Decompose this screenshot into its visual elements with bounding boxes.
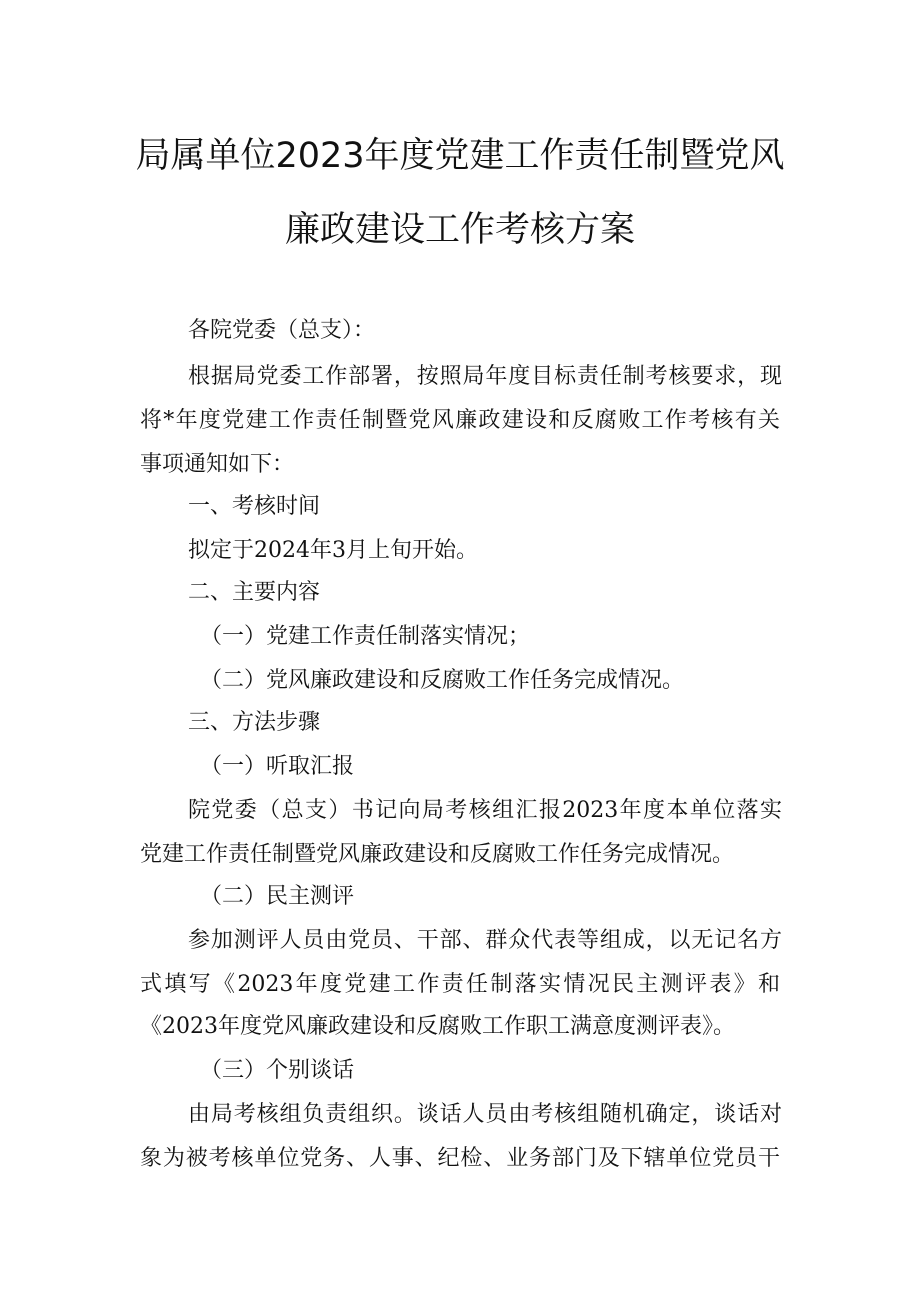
document-title-line-1: 局属单位2023年度党建工作责任制暨党风	[135, 136, 785, 176]
intro-line-3: 事项通知如下：	[140, 452, 295, 477]
step-2-heading: （二）民主测评	[200, 884, 355, 909]
document-title-line-2: 廉政建设工作考核方案	[284, 210, 635, 250]
step-2-body-line-3: 《2023年度党风廉政建设和反腐败工作职工满意度测评表》。	[140, 1014, 735, 1039]
salutation: 各院党委（总支）：	[188, 318, 376, 343]
step-1-body-line-1: 院党委（总支）书记向局考核组汇报2023年度本单位落实	[188, 798, 782, 823]
step-2-body-line-1: 参加测评人员由党员、干部、群众代表等组成，以无记名方	[188, 928, 782, 953]
section-2-item-1: （一）党建工作责任制落实情况；	[200, 624, 531, 649]
section-3-heading: 三、方法步骤	[188, 710, 321, 735]
step-1-body-line-2: 党建工作责任制暨党风廉政建设和反腐败工作任务完成情况。	[140, 842, 735, 867]
section-1-body: 拟定于2024年3月上旬开始。	[188, 538, 478, 563]
step-2-body-line-2: 式填写《2023年度党建工作责任制落实情况民主测评表》和	[140, 972, 780, 997]
step-3-body-line-1: 由局考核组负责组织。谈话人员由考核组随机确定，谈话对	[188, 1102, 782, 1127]
section-2-item-2: （二）党风廉政建设和反腐败工作任务完成情况。	[200, 668, 685, 693]
step-1-heading: （一）听取汇报	[200, 754, 355, 779]
section-1-heading: 一、考核时间	[188, 494, 321, 519]
intro-line-1: 根据局党委工作部署，按照局年度目标责任制考核要求，现	[188, 364, 782, 389]
step-3-heading: （三）个别谈话	[200, 1058, 355, 1083]
section-2-heading: 二、主要内容	[188, 580, 321, 605]
step-3-body-line-2: 象为被考核单位党务、人事、纪检、业务部门及下辖单位党员干	[140, 1146, 780, 1171]
intro-line-2: 将*年度党建工作责任制暨党风廉政建设和反腐败工作考核有关	[140, 408, 780, 433]
